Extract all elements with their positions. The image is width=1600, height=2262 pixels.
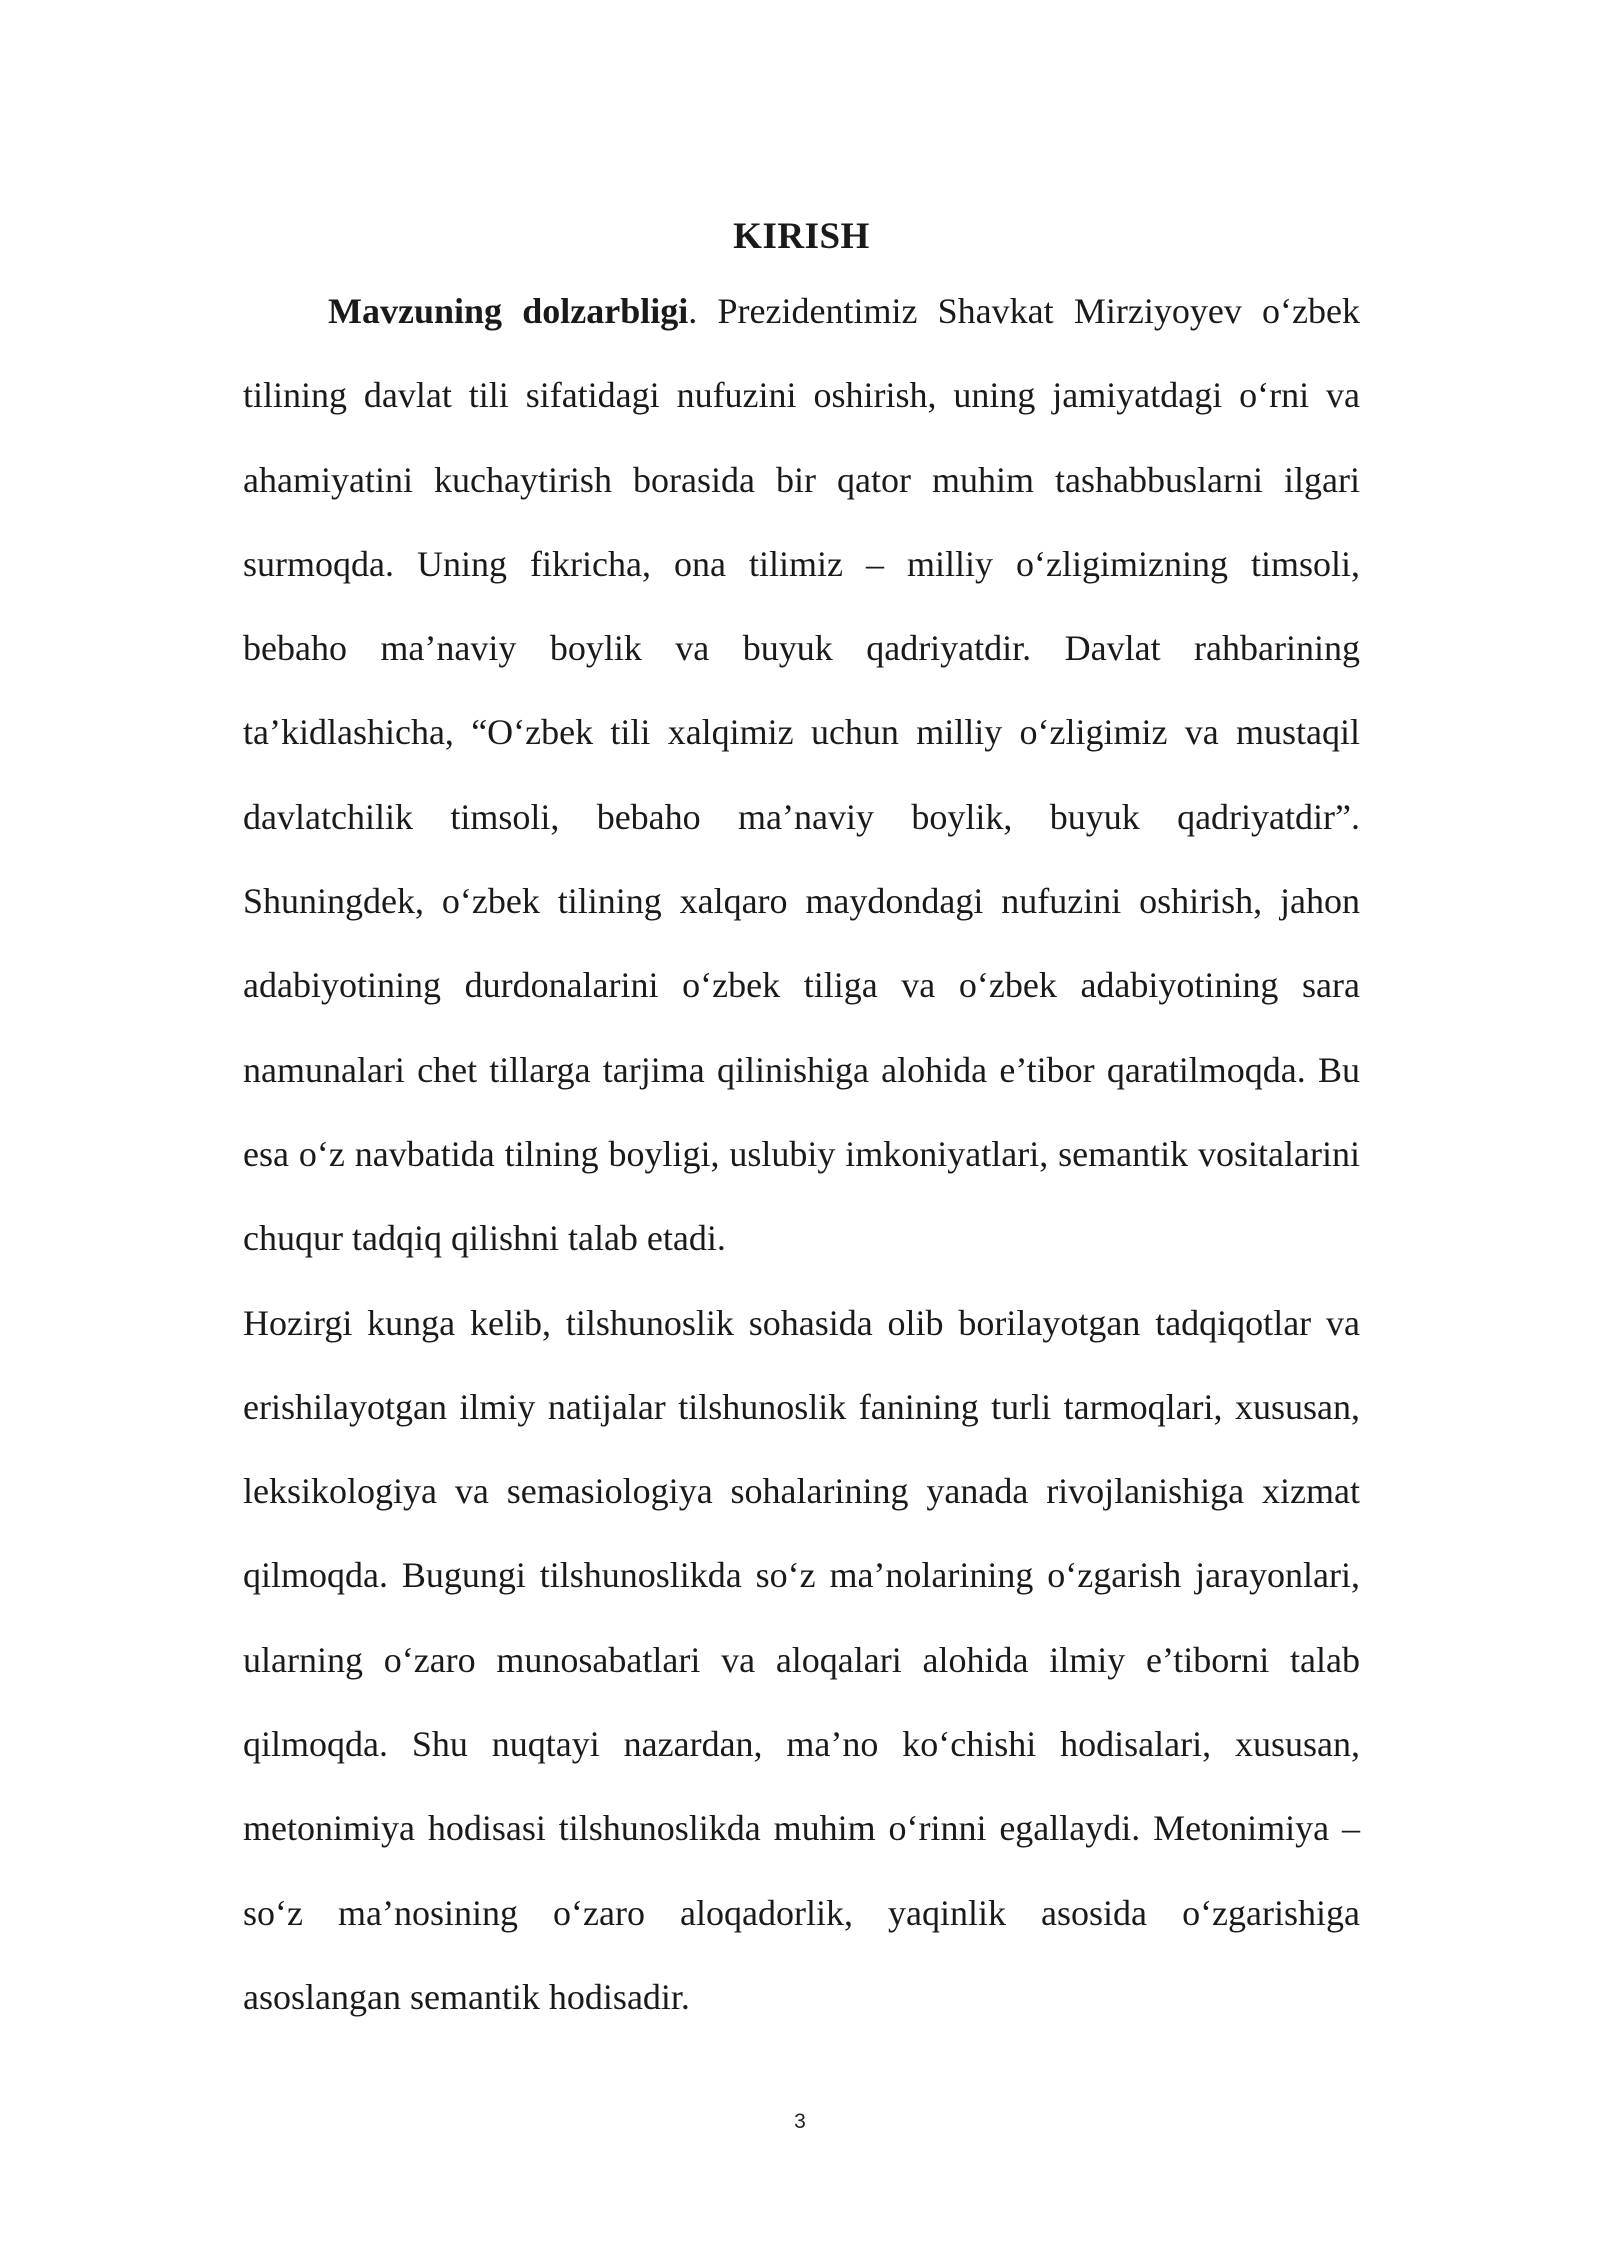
- paragraph-lead: Mavzuning dolzarbligi: [328, 291, 689, 331]
- paragraph-relevance: [243, 269, 1360, 1281]
- section-heading: KIRISH: [733, 216, 870, 257]
- page-number: 3: [794, 2110, 806, 2133]
- page-content: [243, 205, 1360, 2039]
- paragraph-lead-punctuation: .: [688, 291, 698, 331]
- paragraph-body: Prezidentimiz Shavkat Mirziyoyev o‘zbek tilining davlat tili sifatidagi nufuzini oshirish, uning jamiyatdagi o‘rni va ahamiyatini kuchaytirish borasida bir qator muhim tashabbuslarni ilgari surmoqda. Uning fikricha, ona tilimiz – milliy o‘zligimizning timsoli, bebaho ma’naviy boylik va buyuk qadriyatdir. Davlat rahbarining ta’kidlashicha, “O‘zbek tili xalqimiz uchun milliy o‘zligimiz va mustaqil davlatchilik timsoli, bebaho ma’naviy boylik, buyuk qadriyatdir”. Shuningdek, o‘zbek tilining xalqaro maydondagi nufuzini oshirish, jahon adabiyotining durdonalarini o‘zbek tiliga va o‘zbek adabiyotining sara namunalari chet tillarga tarjima qilinishiga alohida e’tibor qaratilmoqda. Bu esa o‘z navbatida tilning boyligi, uslubiy imkoniyatlari, semantik vositalarini chuqur tadqiq qilishni talab etadi.: [243, 291, 1360, 1259]
- paragraph-body: Hozirgi kunga kelib, tilshunoslik sohasida olib borilayotgan tadqiqotlar va erishilayotgan ilmiy natijalar tilshunoslik fanining turli tarmoqlari, xususan, leksikologiya va semasiologiya sohalarining yanada rivojlanishiga xizmat qilmoqda. Bugungi tilshunoslikda so‘z ma’nolarining o‘zgarish jarayonlari, ularning o‘zaro munosabatlari va aloqalari alohida ilmiy e’tiborni talab qilmoqda. Shu nuqtayi nazardan, ma’no ko‘chishi hodisalari, xususan, metonimiya hodisasi tilshunoslikda muhim o‘rinni egallaydi. Metonimiya – so‘z ma’nosining o‘zaro aloqadorlik, yaqinlik asosida o‘zgarishiga asoslangan semantik hodisadir.: [243, 1302, 1360, 2017]
- paragraph-current-state: [243, 1281, 1360, 2040]
